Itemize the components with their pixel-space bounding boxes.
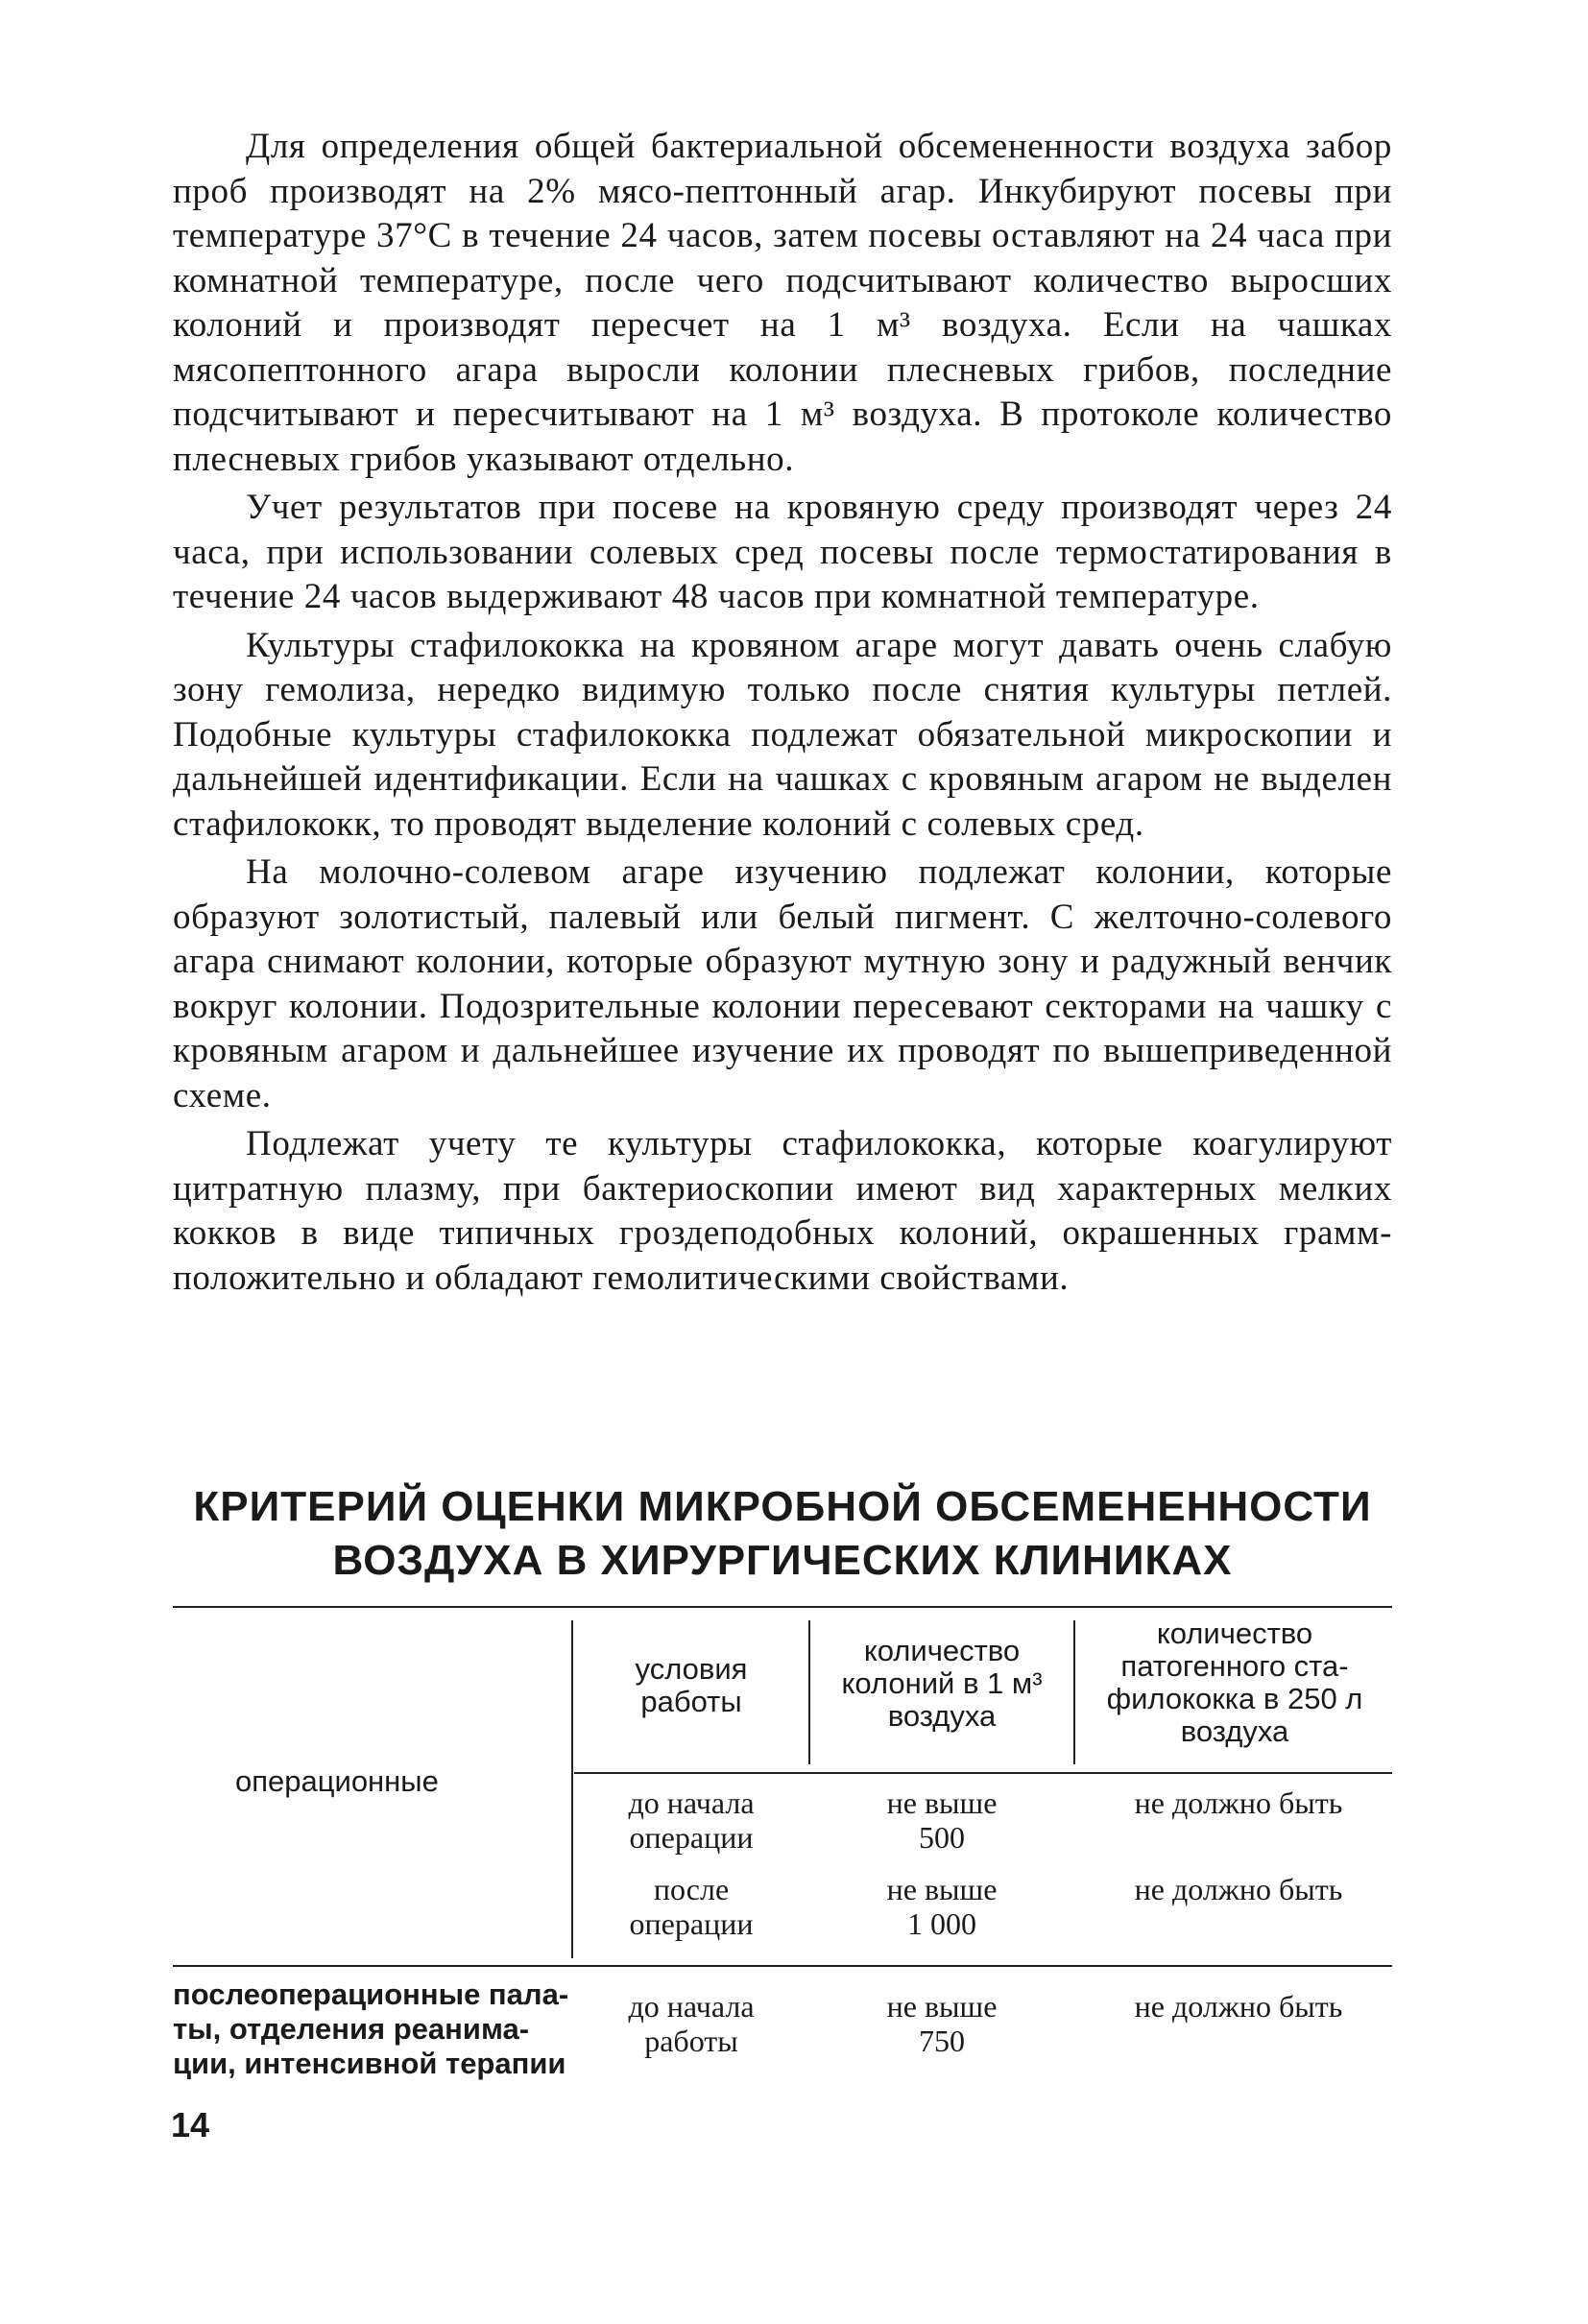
table-divider-col: [1073, 1620, 1075, 1764]
paragraph-3: Культуры стафилококка на кровяном агаре могут давать очень слабую зону гемолиза, нередко видимую только после снятия культуры петлей. Подобные культуры стафилококка подлежат обязательной микроскопии и дальнейшей идентификации. Если на чашках с кровяным агаром не выделен стафилококк, то проводят выделение колоний с солевых сред.: [173, 625, 1392, 844]
table-row: не должно быть: [1134, 1989, 1343, 2024]
body-text: [173, 125, 1392, 1301]
header-conditions: условия работы: [635, 1652, 748, 1718]
paragraph-1: Для определения общей бактериальной обсемененности воздуха забор проб производят на 2% мясо-пептонный агар. Инкубируют посевы при температуре 37°С в течение 24 часов, затем посевы оставляют на 24 часа при комнатной температуре, после чего подсчитывают количество выросших колоний и производят пересчет на 1 м³ воздуха. Если на чашках мясопептонного агара выросли колонии плесневых грибов, последние подсчитывают и пересчитывают на 1 м³ воздуха. В протоколе количество плесневых грибов указывают отдельно.: [173, 127, 1392, 479]
group-label-postop: послеоперационные пала- ты, отделения реанима- ции, интенсивной терапии: [173, 1977, 569, 2080]
table-row: до начала операции: [628, 1785, 755, 1855]
table-divider-cond: [808, 1620, 810, 1764]
paragraph-5: Подлежат учету те культуры стафилококка, которые коагулируют цитратную плазму, при бактериоскопии имеют вид характерных мелких кокков в виде типичных гроздеподобных колоний, окрашенных грамм-положительно и обладают гемолитическими свойствами.: [173, 1124, 1392, 1298]
table-row: не выше 750: [886, 1989, 998, 2058]
table-row: до начала работы: [628, 1989, 755, 2058]
section-heading: [173, 1480, 1392, 1588]
table-row: не должно быть: [1134, 1872, 1343, 1906]
paragraph-4: На молочно-солевом агаре изучению подлежат колонии, которые образуют золотистый, палевый или белый пигмент. С желточно-солевого агара снимают колонии, которые образуют мутную зону и радужный венчик вокруг колонии. Подозрительные колонии пересевают секторами на чашку с кровяным агаром и дальнейшее изучение их проводят по вышеприведенной схеме.: [173, 852, 1392, 1115]
table-group-rule: [173, 1965, 1392, 1967]
table-row: не выше 500: [886, 1785, 998, 1855]
table-header-rule: [574, 1772, 1392, 1774]
group-label-operating: операционные: [235, 1764, 439, 1798]
header-colonies: количество колоний в 1 м³ воздуха: [841, 1634, 1043, 1733]
table-row: не должно быть: [1134, 1785, 1343, 1820]
heading-line-1: КРИТЕРИЙ ОЦЕНКИ МИКРОБНОЙ ОБСЕМЕНЕННОСТИ: [193, 1483, 1372, 1530]
table-row: не выше 1 000: [886, 1872, 998, 1941]
heading-line-2: ВОЗДУХА В ХИРУРГИЧЕСКИХ КЛИНИКАХ: [332, 1537, 1233, 1584]
header-staph: количество патогенного ста- филококка в 250 л воздуха: [1106, 1617, 1363, 1748]
paragraph-2: Учет результатов при посеве на кровяную среду производят через 24 часа, при использовании солевых сред посевы после термостатирования в течение 24 часов выдерживают 48 часов при комнатной температуре.: [173, 488, 1392, 616]
page-number: 14: [171, 2105, 210, 2144]
table-top-rule: [173, 1606, 1392, 1608]
table-divider-left: [571, 1620, 573, 1958]
table-row: после операции: [629, 1872, 754, 1941]
